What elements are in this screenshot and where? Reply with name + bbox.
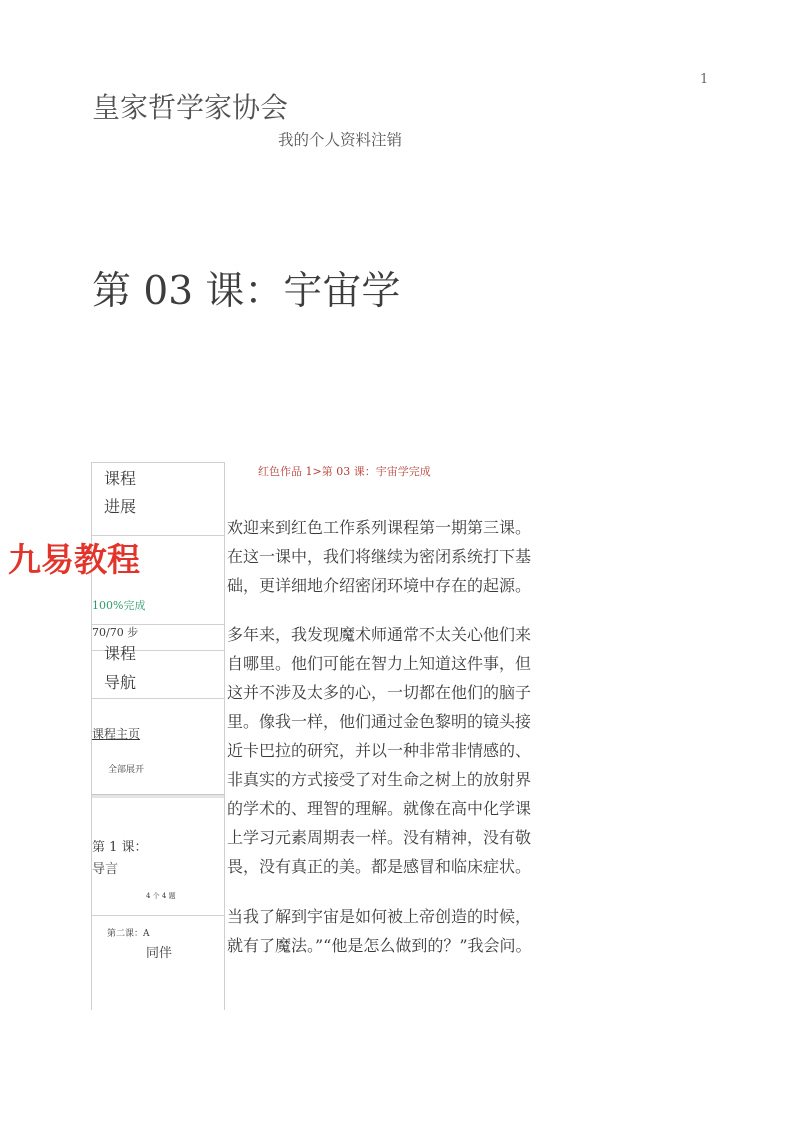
divider bbox=[92, 915, 224, 916]
paragraph-line: 就有了魔法。”“他是怎么做到的？”我会问。 bbox=[227, 935, 532, 955]
paragraph-line: 础，更详细地介绍密闭环境中存在的起源。 bbox=[227, 575, 532, 595]
progress-percent-label: 100%完成 bbox=[92, 599, 146, 612]
lesson-2-number[interactable]: 第二课：A bbox=[107, 928, 150, 939]
divider bbox=[92, 535, 224, 536]
paragraph bbox=[227, 620, 531, 881]
paragraph-line: 这并不涉及太多的心，一切都在他们的脑子 bbox=[227, 682, 532, 702]
paragraph-line: 在这一课中，我们将继续为密闭系统打下基 bbox=[227, 546, 532, 566]
lesson-1-number[interactable]: 第 1 课： bbox=[92, 840, 148, 855]
paragraph-line: 欢迎来到红色工作系列课程第一期第三课。 bbox=[227, 517, 532, 537]
paragraph bbox=[227, 513, 531, 600]
paragraph-line: 的学术的、理智的理解。就像在高中化学课 bbox=[227, 798, 532, 818]
divider bbox=[92, 698, 224, 699]
lesson-1-title[interactable]: 导言 bbox=[92, 862, 119, 877]
lesson-2-title[interactable]: 同伴 bbox=[146, 946, 173, 961]
lesson-complete-status: 完成 bbox=[408, 465, 431, 478]
divider bbox=[92, 624, 224, 625]
breadcrumb-separator: > bbox=[312, 465, 322, 478]
paragraph-line: 多年来，我发现魔术师通常不太关心他们来 bbox=[227, 624, 532, 644]
breadcrumb-course-link[interactable]: 红色作品 1 bbox=[258, 465, 313, 478]
progress-steps: 70/70 步 bbox=[92, 626, 139, 639]
watermark-logo: 九易教程 bbox=[8, 540, 140, 579]
paragraph-line: 上学习元素周期表一样。没有精神，没有敬 bbox=[227, 827, 532, 847]
lesson-1-topics-toggle[interactable]: 4 个 4 题 bbox=[146, 891, 176, 900]
paragraph-line: 非真实的方式接受了对生命之树上的放射界 bbox=[227, 769, 532, 789]
breadcrumb bbox=[258, 465, 431, 479]
expand-all-button[interactable]: 全部展开 bbox=[108, 764, 145, 775]
paragraph bbox=[227, 902, 532, 960]
paragraph-line: 畏，没有真正的美。都是感冒和临床症状。 bbox=[227, 856, 532, 876]
progress-heading: 课程进展 bbox=[104, 469, 137, 516]
paragraph-line: 里。像我一样，他们通过金色黎明的镜头接 bbox=[227, 711, 532, 731]
breadcrumb-current-lesson: 第 03 课：宇宙学 bbox=[321, 465, 409, 478]
paragraph-line: 近卡巴拉的研究，并以一种非常非情感的、 bbox=[227, 740, 532, 760]
paragraph-line: 当我了解到宇宙是如何被上帝创造的时候， bbox=[227, 906, 532, 926]
profile-link[interactable]: 我的个人资料 bbox=[278, 131, 372, 149]
site-title-link[interactable]: 皇家哲学家协会 bbox=[92, 91, 289, 124]
paragraph-line: 自哪里。他们可能在智力上知道这件事，但 bbox=[227, 653, 532, 673]
course-home-link[interactable]: 课程主页 bbox=[92, 726, 141, 741]
navigation-heading: 课程导航 bbox=[104, 643, 137, 692]
logout-link[interactable]: 注销 bbox=[371, 131, 403, 149]
user-links bbox=[278, 131, 402, 149]
section-separator bbox=[92, 794, 224, 798]
lesson-title: 第 03 课：宇宙学 bbox=[92, 269, 401, 314]
page-number: 1 bbox=[700, 72, 709, 87]
